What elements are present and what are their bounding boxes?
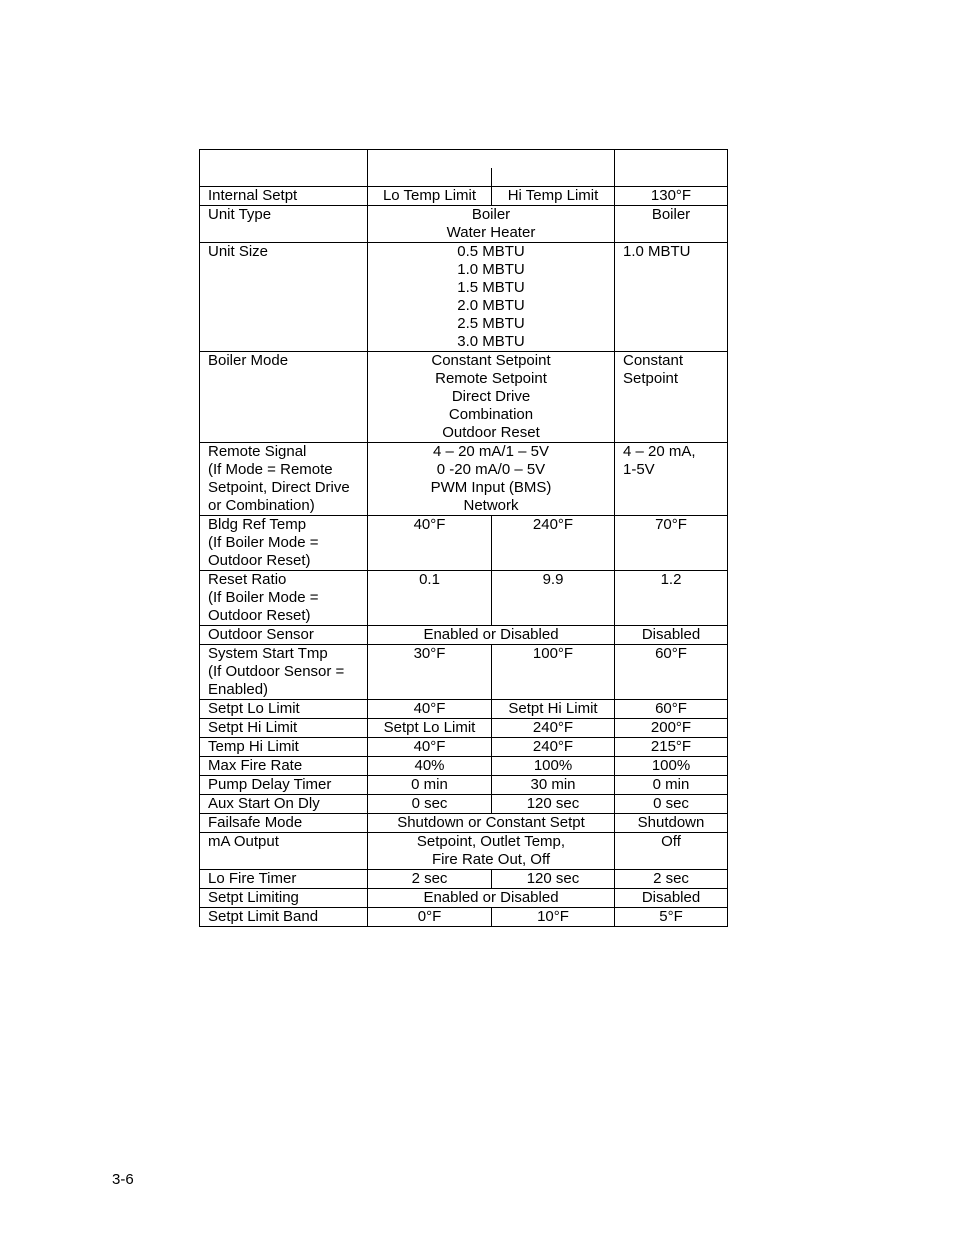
default-cell: 70°F xyxy=(615,516,728,571)
default-cell: 0 sec xyxy=(615,795,728,814)
range-cell: Setpoint, Outlet Temp, Fire Rate Out, Off xyxy=(368,833,615,870)
table-row xyxy=(200,352,728,443)
item-cell: Lo Fire Timer xyxy=(200,870,368,889)
max-cell: 120 sec xyxy=(492,795,615,814)
table-row xyxy=(200,719,728,738)
default-cell: 4 – 20 mA, 1-5V xyxy=(615,443,728,516)
item-cell: Bldg Ref Temp (If Boiler Mode = Outdoor Reset) xyxy=(200,516,368,571)
min-cell: 0.1 xyxy=(368,571,492,626)
table-body xyxy=(200,150,728,927)
default-cell: Shutdown xyxy=(615,814,728,833)
default-cell: Disabled xyxy=(615,626,728,645)
default-cell: 1.0 MBTU xyxy=(615,243,728,352)
min-cell: 40°F xyxy=(368,516,492,571)
min-cell: 40°F xyxy=(368,738,492,757)
header-cell-item xyxy=(200,150,368,169)
table-row xyxy=(200,795,728,814)
item-cell: Setpt Lo Limit xyxy=(200,700,368,719)
default-cell: 60°F xyxy=(615,700,728,719)
table-row xyxy=(200,243,728,352)
default-cell: Disabled xyxy=(615,889,728,908)
range-cell: Enabled or Disabled xyxy=(368,626,615,645)
subheader-cell-max xyxy=(492,168,615,187)
item-cell: Unit Size xyxy=(200,243,368,352)
header-cell-range xyxy=(368,150,615,169)
subheader-cell-item xyxy=(200,168,368,187)
default-cell: 5°F xyxy=(615,908,728,927)
max-cell: 100% xyxy=(492,757,615,776)
min-cell: 40% xyxy=(368,757,492,776)
range-cell: Enabled or Disabled xyxy=(368,889,615,908)
default-cell: 0 min xyxy=(615,776,728,795)
max-cell: 120 sec xyxy=(492,870,615,889)
min-cell: 40°F xyxy=(368,700,492,719)
min-cell: 0 min xyxy=(368,776,492,795)
max-cell: 240°F xyxy=(492,719,615,738)
max-cell: 30 min xyxy=(492,776,615,795)
table-row xyxy=(200,700,728,719)
item-cell: Reset Ratio (If Boiler Mode = Outdoor Reset) xyxy=(200,571,368,626)
table-row xyxy=(200,833,728,870)
item-cell: Setpt Hi Limit xyxy=(200,719,368,738)
max-cell: 100°F xyxy=(492,645,615,700)
default-cell: Constant Setpoint xyxy=(615,352,728,443)
table-subheader-row xyxy=(200,168,728,187)
item-cell: Setpt Limiting xyxy=(200,889,368,908)
header-cell-default xyxy=(615,150,728,169)
table-row xyxy=(200,889,728,908)
table-row xyxy=(200,645,728,700)
max-cell: 240°F xyxy=(492,738,615,757)
table-row xyxy=(200,187,728,206)
default-cell: 130°F xyxy=(615,187,728,206)
range-cell: Boiler Water Heater xyxy=(368,206,615,243)
table-row xyxy=(200,516,728,571)
item-cell: Unit Type xyxy=(200,206,368,243)
range-cell: Constant Setpoint Remote Setpoint Direct Drive Combination Outdoor Reset xyxy=(368,352,615,443)
default-cell: Off xyxy=(615,833,728,870)
item-cell: Aux Start On Dly xyxy=(200,795,368,814)
default-cell: 1.2 xyxy=(615,571,728,626)
min-cell: 2 sec xyxy=(368,870,492,889)
default-cell: 200°F xyxy=(615,719,728,738)
min-cell: 30°F xyxy=(368,645,492,700)
item-cell: System Start Tmp (If Outdoor Sensor = Enabled) xyxy=(200,645,368,700)
default-cell: Boiler xyxy=(615,206,728,243)
max-cell: 9.9 xyxy=(492,571,615,626)
table-row xyxy=(200,571,728,626)
item-cell: mA Output xyxy=(200,833,368,870)
default-cell: 100% xyxy=(615,757,728,776)
item-cell: Remote Signal (If Mode = Remote Setpoint, Direct Drive or Combination) xyxy=(200,443,368,516)
range-cell: 4 – 20 mA/1 – 5V 0 -20 mA/0 – 5V PWM Input (BMS) Network xyxy=(368,443,615,516)
min-cell: Setpt Lo Limit xyxy=(368,719,492,738)
item-cell: Internal Setpt xyxy=(200,187,368,206)
range-cell: Shutdown or Constant Setpt xyxy=(368,814,615,833)
min-cell: 0°F xyxy=(368,908,492,927)
item-cell: Max Fire Rate xyxy=(200,757,368,776)
range-cell: 0.5 MBTU 1.0 MBTU 1.5 MBTU 2.0 MBTU 2.5 MBTU 3.0 MBTU xyxy=(368,243,615,352)
default-cell: 215°F xyxy=(615,738,728,757)
configuration-menu-table xyxy=(199,149,728,927)
table-row xyxy=(200,757,728,776)
table-row xyxy=(200,206,728,243)
min-cell: Lo Temp Limit xyxy=(368,187,492,206)
item-cell: Outdoor Sensor xyxy=(200,626,368,645)
table-row xyxy=(200,626,728,645)
default-cell: 60°F xyxy=(615,645,728,700)
page-number: 3-6 xyxy=(112,1171,134,1188)
default-cell: 2 sec xyxy=(615,870,728,889)
item-cell: Boiler Mode xyxy=(200,352,368,443)
table-row xyxy=(200,443,728,516)
table-row xyxy=(200,776,728,795)
max-cell: 10°F xyxy=(492,908,615,927)
item-cell: Failsafe Mode xyxy=(200,814,368,833)
item-cell: Pump Delay Timer xyxy=(200,776,368,795)
table-header-row xyxy=(200,150,728,169)
table-row xyxy=(200,908,728,927)
subheader-cell-min xyxy=(368,168,492,187)
table-row xyxy=(200,870,728,889)
item-cell: Setpt Limit Band xyxy=(200,908,368,927)
item-cell: Temp Hi Limit xyxy=(200,738,368,757)
max-cell: Hi Temp Limit xyxy=(492,187,615,206)
max-cell: Setpt Hi Limit xyxy=(492,700,615,719)
min-cell: 0 sec xyxy=(368,795,492,814)
table-row xyxy=(200,814,728,833)
subheader-cell-default xyxy=(615,168,728,187)
table-row xyxy=(200,738,728,757)
max-cell: 240°F xyxy=(492,516,615,571)
